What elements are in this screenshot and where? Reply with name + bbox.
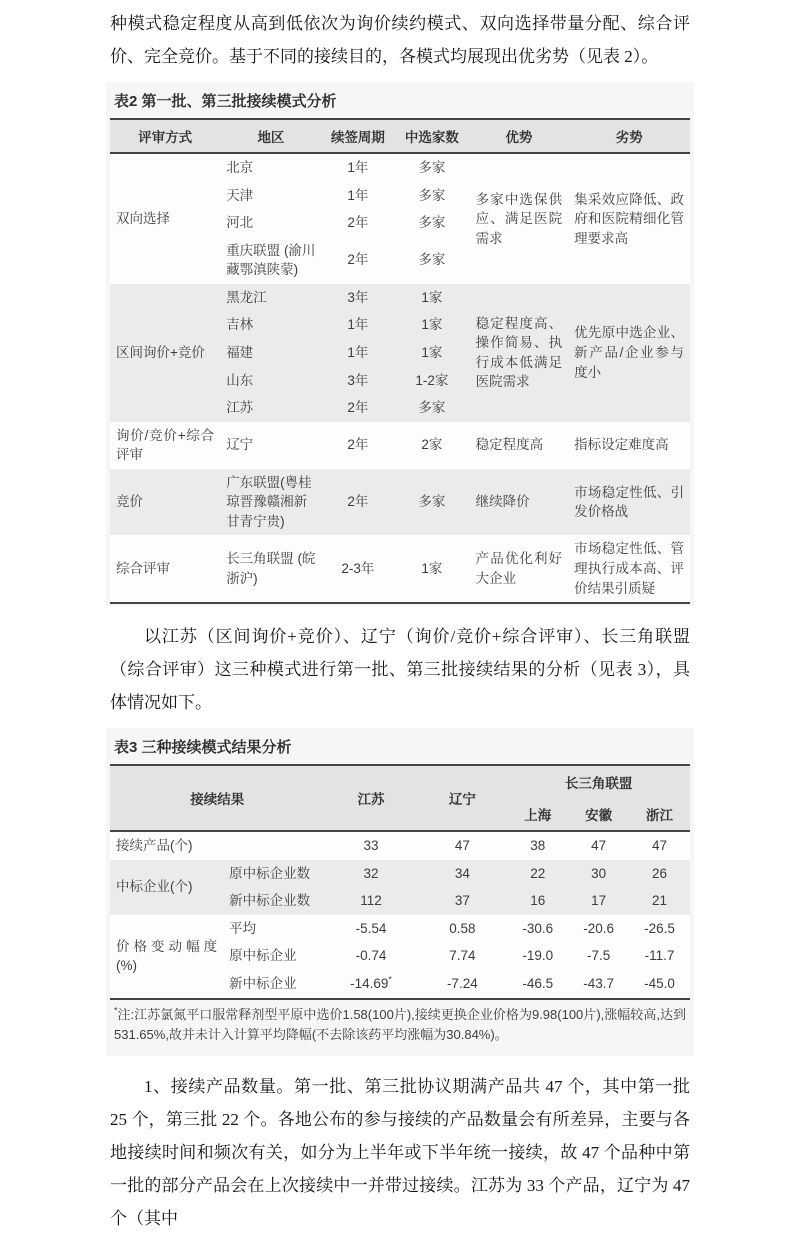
winners-cell: 1家 — [421, 561, 443, 576]
value-cell: -7.24 — [446, 975, 478, 991]
disadvantage-cell: 市场稳定性低、管理执行成本高、评价结果引质疑 — [574, 541, 684, 596]
value-cell: -46.5 — [522, 975, 554, 991]
region-cell: 重庆联盟 (渝川藏鄂滇陕蒙) — [226, 242, 316, 278]
row-label-cell: 接续产品(个) — [116, 838, 193, 854]
region-cell: 北京 — [226, 160, 254, 175]
advantage-cell: 稳定程度高 — [475, 437, 544, 453]
winners-cell: 多家 — [418, 215, 446, 231]
value-cell: 30 — [591, 865, 607, 881]
region-cell: 广东联盟(粤桂琼晋豫赣湘新甘青宁贵) — [226, 474, 312, 529]
value-cell: 112 — [360, 893, 382, 909]
value-cell: -30.6 — [522, 920, 554, 936]
disadvantage-cell: 市场稳定性低、引发价格战 — [574, 484, 684, 520]
period-cell: 1年 — [347, 344, 369, 360]
column-header-result: 接续结果 — [110, 765, 325, 831]
value-cell: -45.0 — [644, 975, 675, 991]
column-header-zhejiang: 浙江 — [629, 798, 690, 831]
disadvantage-cell: 优先原中选企业、新产品/企业参与度小 — [574, 325, 684, 380]
column-header-league: 长三角联盟 — [507, 765, 690, 798]
value-cell: -26.5 — [644, 920, 675, 936]
table3-header-row-1 — [110, 765, 690, 798]
table-row — [110, 915, 690, 943]
value-cell: 37 — [454, 893, 470, 909]
value-cell: 38 — [530, 838, 546, 854]
period-cell: 2年 — [347, 494, 369, 510]
period-cell: 1年 — [347, 187, 369, 203]
period-cell: 3年 — [347, 289, 369, 305]
column-header-disadvantage: 劣势 — [568, 119, 690, 153]
value-cell: -7.5 — [586, 948, 611, 964]
value-cell: 33 — [363, 838, 379, 854]
footnote-marker: * — [114, 1005, 118, 1016]
column-header-jiangsu: 江苏 — [325, 765, 418, 831]
table2 — [110, 118, 690, 604]
value-cell: -0.74 — [355, 948, 387, 964]
footnote-marker: * — [388, 974, 392, 985]
mode-cell: 综合评审 — [116, 561, 170, 576]
region-cell: 吉林 — [226, 317, 254, 333]
value-cell: 47 — [591, 838, 607, 854]
table-row — [110, 535, 690, 603]
winners-cell: 多家 — [418, 252, 446, 268]
table3-block — [106, 728, 694, 1056]
period-cell: 2年 — [347, 215, 369, 231]
period-cell: 1年 — [347, 160, 369, 175]
winners-cell: 1家 — [421, 344, 443, 360]
column-header-anhui: 安徽 — [568, 798, 629, 831]
column-header-shanghai: 上海 — [507, 798, 568, 831]
row-sublabel-cell: 原中标企业数 — [229, 865, 311, 881]
column-header-mode: 评审方式 — [110, 119, 220, 153]
period-cell: 1年 — [347, 317, 369, 333]
value-cell: 0.58 — [449, 920, 476, 936]
row-sublabel-cell: 平均 — [229, 920, 257, 936]
region-cell: 河北 — [226, 215, 254, 231]
table-row — [110, 860, 690, 888]
advantage-cell: 稳定程度高、操作简易、执行成本低满足医院需求 — [475, 315, 563, 390]
value-cell: 47 — [454, 838, 470, 854]
value-cell: -11.7 — [644, 948, 675, 964]
mode-cell: 竞价 — [116, 494, 143, 510]
column-header-advantage: 优势 — [470, 119, 569, 153]
column-header-winners: 中选家数 — [394, 119, 469, 153]
period-cell: 2年 — [347, 400, 369, 416]
value-cell: 47 — [652, 838, 668, 854]
table2-title: 表2 第一批、第三批接续模式分析 — [114, 93, 337, 110]
row-sublabel-cell: 新中标企业 — [229, 975, 297, 991]
mode-cell: 区间询价+竞价 — [116, 344, 205, 360]
value-cell: -19.0 — [522, 948, 554, 964]
disadvantage-cell: 集采效应降低、政府和医院精细化管理要求高 — [574, 191, 684, 246]
region-cell: 福建 — [226, 344, 254, 360]
table3 — [110, 764, 690, 999]
period-cell: 2年 — [347, 252, 369, 268]
value-cell: 16 — [530, 893, 546, 909]
value-cell: 34 — [454, 865, 470, 881]
value-cell: 7.74 — [449, 948, 476, 964]
value-cell: 32 — [363, 865, 379, 881]
paragraph-middle: 以江苏（区间询价+竞价）、辽宁（询价/竞价+综合评审）、长三角联盟（综合评审）这三种模式进行第一批、第三批接续结果的分析（见表 3），具体情况如下。 — [110, 627, 690, 713]
mode-cell: 双向选择 — [116, 211, 170, 227]
table3-title: 表3 三种接续模式结果分析 — [114, 739, 292, 757]
region-cell: 辽宁 — [226, 437, 254, 453]
winners-cell: 1-2家 — [415, 372, 449, 388]
disadvantage-cell: 指标设定难度高 — [574, 437, 669, 453]
region-cell: 天津 — [226, 187, 254, 203]
paragraph-intro: 种模式稳定程度从高到低依次为询价续约模式、双向选择带量分配、综合评价、完全竞价。基于不同的接续目的，各模式均展现出优劣势（见表 2）。 — [110, 14, 690, 66]
value-cell: -20.6 — [583, 920, 614, 936]
period-cell: 2年 — [347, 437, 369, 453]
table-row — [110, 422, 690, 469]
column-header-liaoning: 辽宁 — [417, 765, 507, 831]
period-cell: 3年 — [347, 372, 369, 388]
row-group-label-cell: 中标企业(个) — [116, 879, 193, 895]
winners-cell: 1家 — [421, 317, 443, 333]
paragraph-bottom: 1、接续产品数量。第一批、第三批协议期满产品共 47 个，其中第一批 25 个，第三批 22 个。各地公布的参与接续的产品数量会有所差异，主要与各地接续时间和频次有关，如分为上半年或下半年统一接续，故 47 个品种中第一批的部分产品会在上次接续中一并带过接续。江苏为 33 个产品，辽宁为 47 个（其中 — [110, 1077, 690, 1229]
value-cell — [325, 970, 418, 999]
winners-cell: 多家 — [418, 187, 446, 203]
advantage-cell: 继续降价 — [475, 494, 530, 510]
value-cell: -5.54 — [355, 920, 387, 936]
winners-cell: 1家 — [421, 289, 443, 305]
row-group-label-cell: 价格变动幅度(%) — [116, 938, 218, 974]
column-header-region: 地区 — [220, 119, 322, 153]
row-sublabel-cell: 原中标企业 — [229, 948, 297, 964]
region-cell: 山东 — [226, 372, 254, 388]
table2-block — [106, 82, 694, 606]
table-row — [110, 831, 690, 860]
value-text: -14.69 — [350, 975, 389, 991]
period-cell: 2-3年 — [341, 561, 375, 576]
region-cell: 江苏 — [226, 400, 254, 416]
region-cell: 长三角联盟 (皖浙沪) — [226, 551, 316, 586]
winners-cell: 2家 — [421, 437, 443, 453]
mode-cell: 询价/竞价+综合评审 — [116, 427, 215, 463]
winners-cell: 多家 — [418, 494, 446, 510]
column-header-period: 续签周期 — [322, 119, 395, 153]
table3-footnote — [110, 1000, 690, 1055]
advantage-cell: 多家中选保供应、满足医院需求 — [475, 191, 563, 246]
value-cell: -43.7 — [583, 975, 614, 991]
region-cell: 黑龙江 — [226, 289, 267, 305]
winners-cell: 多家 — [418, 160, 446, 175]
row-sublabel-cell: 新中标企业数 — [229, 893, 311, 909]
value-cell: 17 — [591, 893, 607, 909]
footnote-text: 注:江苏氯氮平口服常释剂型平原中选价1.58(100片),接续更换企业价格为9.98(100片),涨幅较高,达到531.65%,故并未计入计算平均降幅(不去除该药平均涨幅为30.84%)。 — [114, 1006, 686, 1043]
table2-header-row — [110, 119, 690, 153]
table-row — [110, 153, 690, 182]
table-row — [110, 284, 690, 312]
table-row — [110, 469, 690, 536]
advantage-cell: 产品优化利好大企业 — [475, 551, 563, 586]
value-cell: 21 — [652, 893, 668, 909]
value-cell: 26 — [652, 865, 668, 881]
winners-cell: 多家 — [418, 400, 446, 416]
value-cell: 22 — [530, 865, 546, 881]
